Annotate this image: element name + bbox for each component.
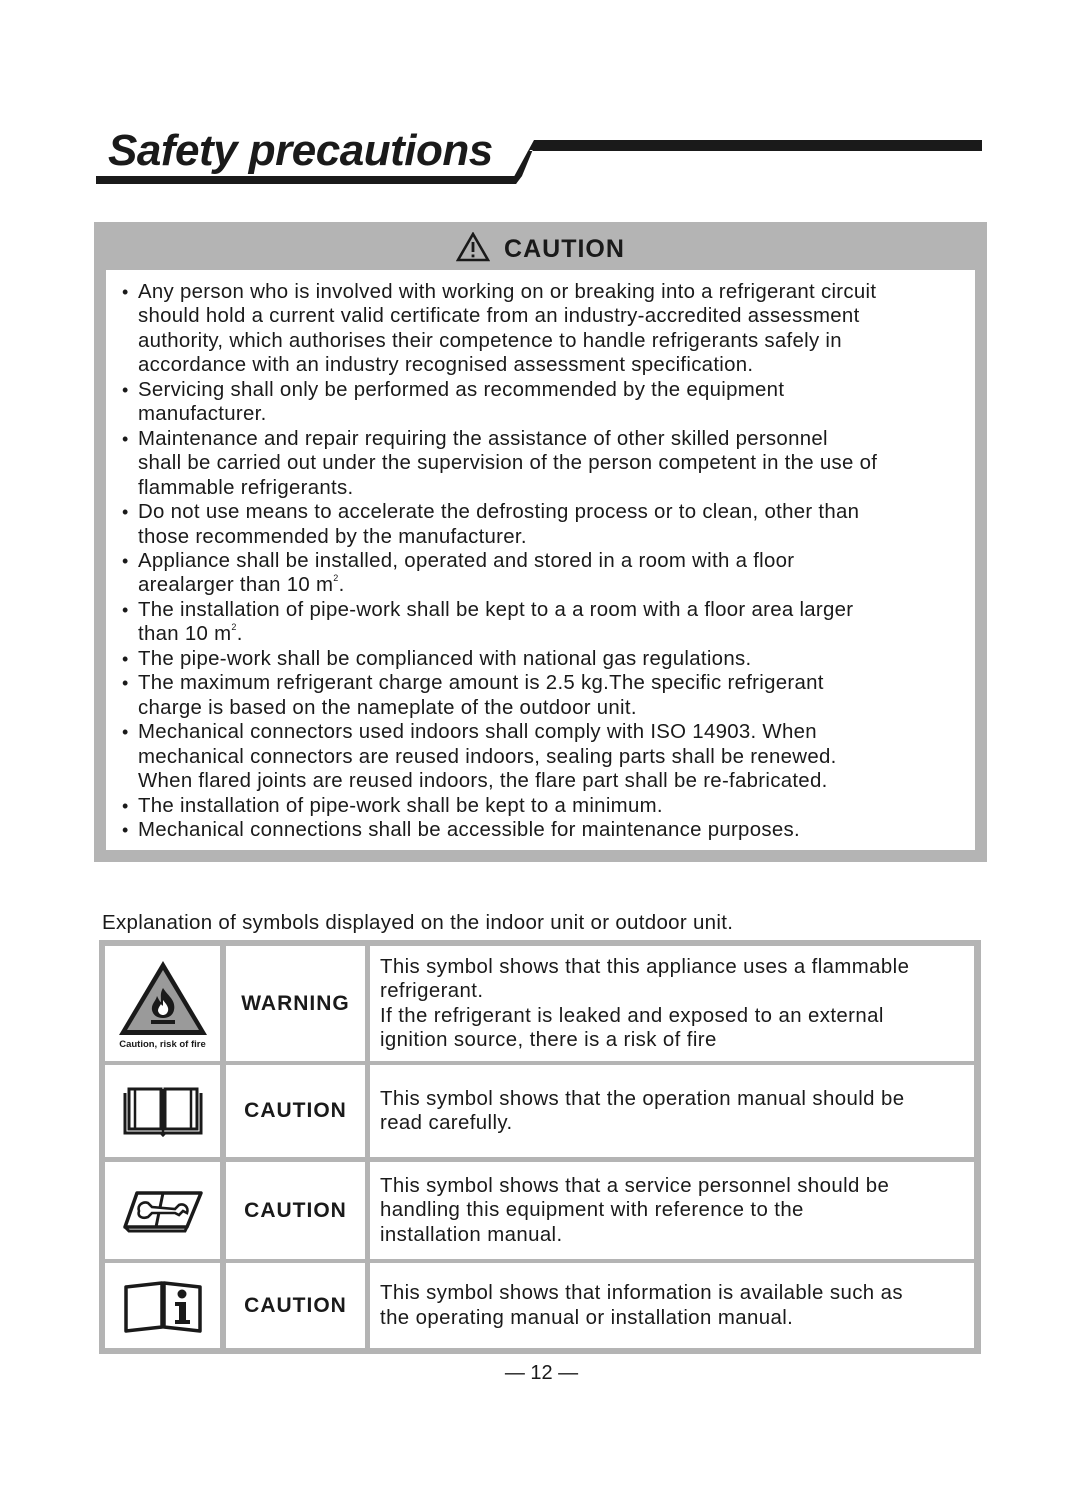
page-number: — 12 — xyxy=(504,1362,579,1384)
caution-line: authority, which authorises their competence to handle refrigerants safely in xyxy=(138,329,842,352)
description-line: handling this equipment with reference to the xyxy=(380,1199,804,1222)
symbol-description xyxy=(370,1162,974,1259)
caution-line: mechanical connectors are reused indoors, sealing parts shall be renewed. xyxy=(138,745,837,768)
caution-list-item xyxy=(122,280,967,378)
caution-line: The pipe-work shall be complianced with national gas regulations. xyxy=(138,647,752,670)
service-manual-icon xyxy=(121,1189,205,1233)
symbol-label: CAUTION xyxy=(226,1162,365,1259)
bullet: • xyxy=(122,550,129,571)
bullet: • xyxy=(122,673,129,694)
caution-line: charge is based on the nameplate of the outdoor unit. xyxy=(138,696,637,719)
caution-line: Any person who is involved with working on or breaking into a refrigerant circuit xyxy=(138,281,877,303)
caution-line: should hold a current valid certificate from an industry-accredited assessment xyxy=(138,305,860,328)
caution-line: accordance with an industry recognised assessment specification. xyxy=(138,354,754,377)
bullet: • xyxy=(122,282,129,302)
line-punctuation: . xyxy=(236,623,243,646)
caution-line xyxy=(138,573,967,597)
icon-caption: Caution, risk of fire xyxy=(119,1038,206,1050)
bullet: • xyxy=(122,795,129,816)
symbol-label: CAUTION xyxy=(226,1065,365,1157)
caution-header xyxy=(94,222,987,270)
caution-line: shall be carried out under the supervision of the person competent in the use of xyxy=(138,452,878,475)
description-line: ignition source, there is a risk of fire xyxy=(380,1028,717,1051)
symbol-description xyxy=(370,946,974,1061)
caution-line: manufacturer. xyxy=(138,403,267,426)
page-title: Safety precautions xyxy=(108,126,493,175)
description-line: This symbol shows that this appliance uses a flammable xyxy=(380,955,910,978)
caution-line: When flared joints are reused indoors, the flare part shall be re-fabricated. xyxy=(138,770,828,793)
section-header xyxy=(96,118,982,190)
caution-line: The installation of pipe-work shall be kept to a minimum. xyxy=(138,794,663,817)
caution-line: The installation of pipe-work shall be kept to a a room with a floor area larger xyxy=(138,598,854,621)
symbol-description xyxy=(370,1065,974,1157)
information-manual-icon xyxy=(122,1277,204,1335)
caution-body xyxy=(106,270,975,850)
caution-line: Maintenance and repair requiring the assistance of other skilled personnel xyxy=(138,427,828,450)
caution-list-item xyxy=(122,671,967,720)
caution-line: Do not use means to accelerate the defrosting process or to clean, other than xyxy=(138,501,860,524)
caution-list-item xyxy=(122,720,967,793)
line-text: arealarger than 10 m xyxy=(138,574,334,597)
flammable-warning-icon xyxy=(116,958,210,1038)
description-line: This symbol shows that information is available such as xyxy=(380,1282,903,1305)
caution-line: those recommended by the manufacturer. xyxy=(138,525,527,548)
description-line: installation manual. xyxy=(380,1223,563,1246)
caution-list-item xyxy=(122,500,967,549)
caution-line: Mechanical connections shall be accessible for maintenance purposes. xyxy=(138,818,800,841)
table-row-icon-cell xyxy=(105,1162,220,1259)
caution-line: flammable refrigerants. xyxy=(138,476,354,499)
description-line: This symbol shows that the operation manual should be xyxy=(380,1087,905,1110)
symbols-table xyxy=(99,940,981,1354)
caution-list xyxy=(122,280,967,842)
bullet: • xyxy=(122,648,129,669)
description-line: If the refrigerant is leaked and exposed to an external xyxy=(380,1004,884,1027)
operation-manual-icon xyxy=(121,1085,205,1137)
description-line: This symbol shows that a service personnel should be xyxy=(380,1174,890,1197)
symbol-label: CAUTION xyxy=(226,1263,365,1348)
caution-line xyxy=(138,622,967,646)
symbols-intro: Explanation of symbols displayed on the indoor unit or outdoor unit. xyxy=(102,911,734,934)
warning-triangle-icon xyxy=(456,232,490,262)
symbol-label: WARNING xyxy=(226,946,365,1061)
caution-list-item xyxy=(122,647,967,671)
bullet: • xyxy=(122,428,129,449)
description-line: read carefully. xyxy=(380,1112,513,1134)
caution-list-item xyxy=(122,427,967,500)
symbol-description xyxy=(370,1263,974,1348)
table-row-icon-cell xyxy=(105,946,220,1061)
caution-list-item xyxy=(122,549,967,598)
caution-list-item xyxy=(122,598,967,647)
table-row-icon-cell xyxy=(105,1065,220,1157)
bullet: • xyxy=(122,722,129,743)
bullet: • xyxy=(122,379,129,400)
caution-list-item xyxy=(122,378,967,427)
description-line: refrigerant. xyxy=(380,980,484,1003)
table-row-icon-cell xyxy=(105,1263,220,1348)
line-text: than 10 m xyxy=(138,623,232,646)
bullet: • xyxy=(122,599,129,620)
line-punctuation: . xyxy=(338,574,345,597)
caution-panel xyxy=(94,222,987,862)
caution-line: Servicing shall only be performed as recommended by the equipment xyxy=(138,378,785,401)
caution-list-item xyxy=(122,794,967,818)
description-line: the operating manual or installation manual. xyxy=(380,1306,794,1329)
caution-line: Appliance shall be installed, operated and stored in a room with a floor xyxy=(138,549,795,572)
bullet: • xyxy=(122,502,129,523)
superscript: 2 xyxy=(333,573,339,584)
bullet: • xyxy=(122,819,129,840)
caution-line: The maximum refrigerant charge amount is 2.5 kg.The specific refrigerant xyxy=(138,672,824,695)
caution-title: CAUTION xyxy=(504,234,625,263)
caution-line: Mechanical connectors used indoors shall comply with ISO 14903. When xyxy=(138,721,817,744)
caution-list-item xyxy=(122,818,967,842)
superscript: 2 xyxy=(231,622,237,633)
